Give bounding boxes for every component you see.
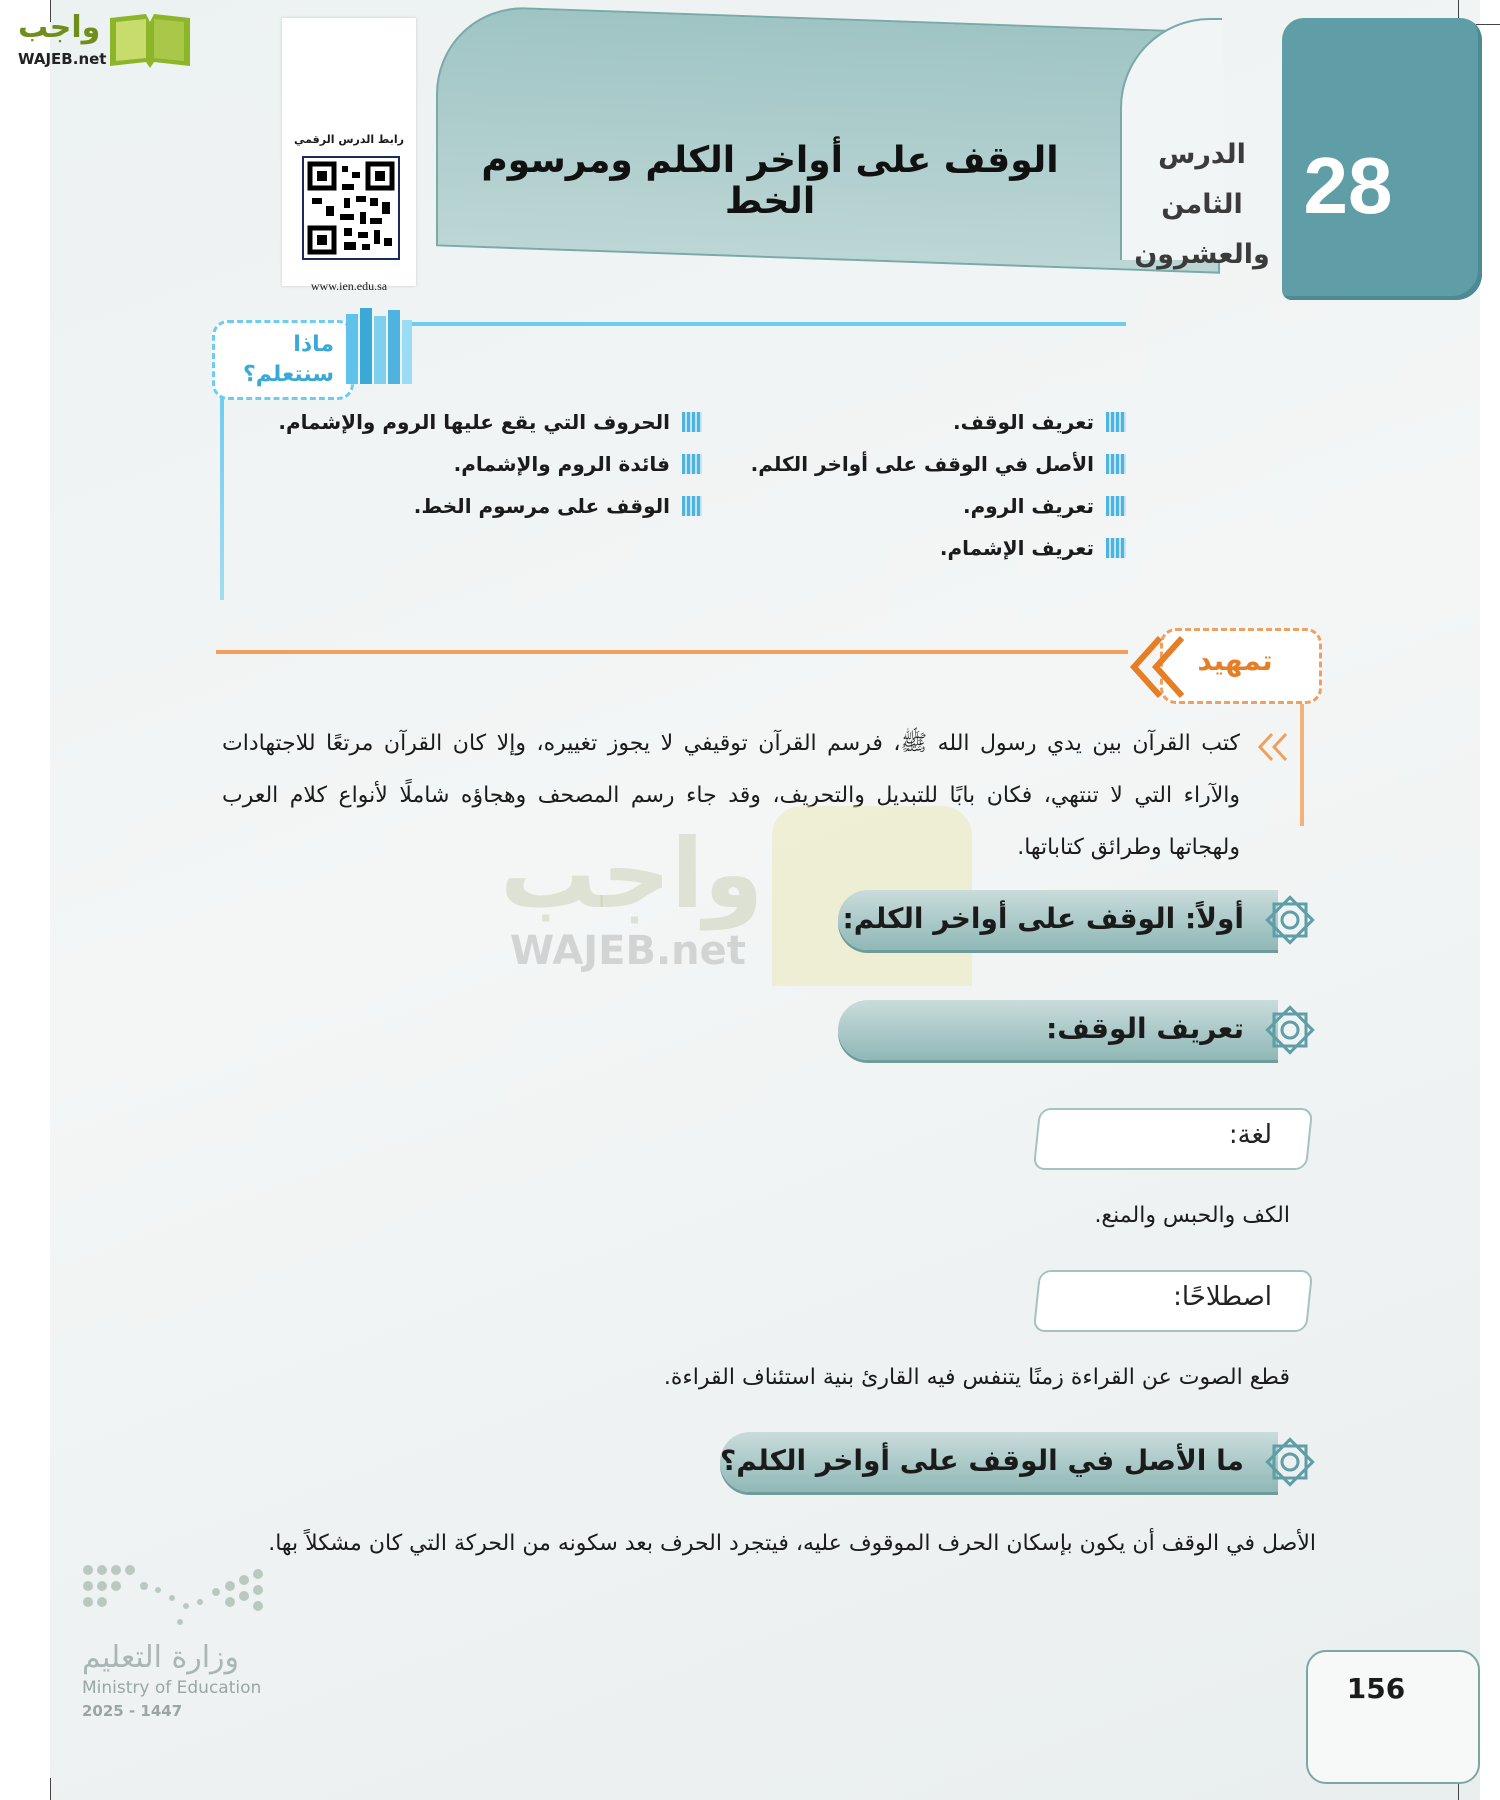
intro-paragraph: كتب القرآن بين يدي رسول الله ﷺ، فرسم القرآن توقيفي لا يجوز تغييره، وإلا كان القرآن مرتعًا للاجتهادات والآراء التي لا تنتهي، فكان بابًا للتبديل والتحريف، وقد جاء رسم المصحف وهجاؤه شاملًا لأنواع كلام العرب ولهجاتها وطرائق كتاباتها. [222,731,1240,860]
learn-item: تعريف الإشمام. [940,536,1126,560]
watermark-arabic: واجب [500,818,764,930]
lesson-label-line1: الدرس الثامن [1158,139,1246,220]
book-logo-icon [106,8,194,70]
intro-divider [216,650,1128,654]
learn-badge-line2: سنتعلم؟ [242,362,334,387]
learn-item: تعريف الروم. [963,494,1126,518]
bullet-icon [682,412,702,432]
section-heading-first-text: أولاً: الوقف على أواخر الكلم: [842,902,1244,935]
lesson-label [1122,130,1282,280]
bullet-icon [682,496,702,516]
term-label: اصطلاحًا: [1173,1282,1272,1312]
para-chevrons-icon [1256,732,1290,762]
bullet-icon [1106,412,1126,432]
watermark-english: WAJEB.net [510,928,746,974]
logo-arabic: واجب [18,10,101,45]
ministry-arabic: وزارة التعليم [82,1640,240,1675]
qr-label: رابط الدرس الرقمي [294,133,404,146]
learn-vertical-line [220,390,224,600]
bullet-icon [682,454,702,474]
page-number-box [1306,1650,1480,1784]
learn-item: الأصل في الوقف على أواخر الكلم. [751,452,1126,476]
rosette-icon [1262,890,1318,950]
lang-label: لغة: [1228,1120,1272,1150]
bullet-icon [1106,496,1126,516]
ministry-english: Ministry of Education [82,1678,262,1698]
learn-item: الحروف التي يقع عليها الروم والإشمام. [278,410,702,434]
lesson-title: الوقف على أواخر الكلم ومرسوم الخط [481,140,1059,222]
bullet-icon [1106,538,1126,558]
crop-mark [50,1778,51,1800]
qr-card[interactable] [282,18,416,293]
rosette-icon [1262,1000,1318,1060]
section-heading-definition-text: تعريف الوقف: [1046,1012,1244,1045]
intro-vertical-line [1300,690,1304,826]
learn-badge-text [216,330,334,390]
books-icon [344,306,414,386]
ministry-year: 2025 - 1447 [82,1702,183,1720]
origin-text: الأصل في الوقف أن يكون بإسكان الحرف الموقوف عليه، فيتجرد الحرف بعد سكونه من الحركة التي كان مشكلاً بها. [268,1531,1316,1556]
learn-item: تعريف الوقف. [953,410,1126,434]
logo-english: WAJEB.net [18,50,107,68]
qr-code-icon[interactable] [302,156,400,260]
learn-badge-line1: ماذا [293,332,334,357]
learn-item: فائدة الروم والإشمام. [454,452,702,476]
ministry-logo-icon [80,1562,270,1632]
page-number: 156 [1346,1672,1406,1705]
qr-url[interactable]: www.ien.edu.sa [310,279,388,293]
lang-text: الكف والحبس والمنع. [1094,1203,1290,1228]
section-heading-origin-text: ما الأصل في الوقف على أواخر الكلم؟ [720,1444,1244,1477]
title-banner [436,4,1220,273]
learn-item: الوقف على مرسوم الخط. [414,494,702,518]
term-text: قطع الصوت عن القراءة زمنًا يتنفس فيه القارئ بنية استئناف القراءة. [663,1365,1290,1390]
intro-badge-text: تمهيد [1197,644,1273,677]
rosette-icon [1262,1432,1318,1492]
crop-mark [1476,24,1500,25]
learn-divider [410,322,1126,326]
wajeb-logo[interactable] [6,6,186,66]
bullet-icon [1106,454,1126,474]
lesson-number: 28 [1303,141,1393,230]
chevrons-icon [1120,632,1190,702]
lesson-label-line2: والعشرون [1134,239,1270,270]
